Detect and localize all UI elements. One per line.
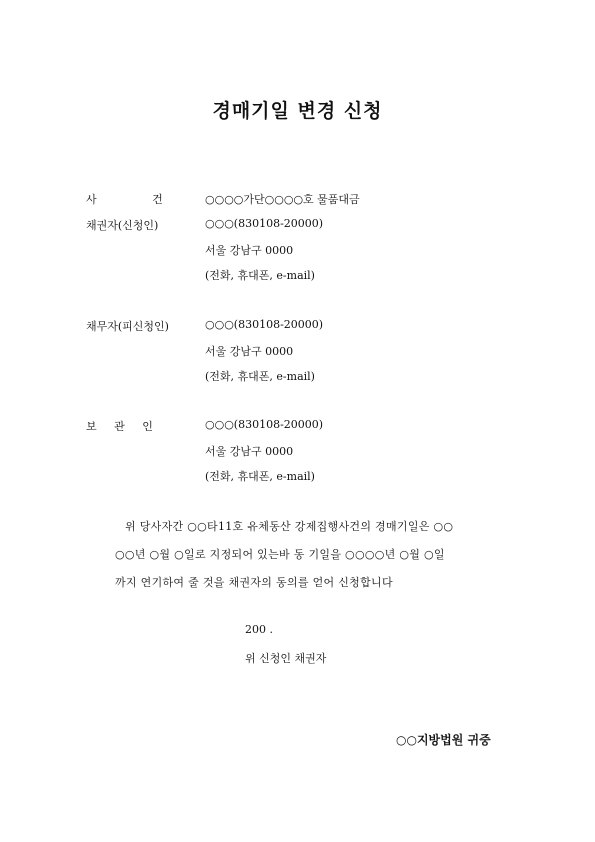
body-line-1: 위 당사자간 ○○타11호 유체동산 강제집행사건의 경매기일은 ○○ bbox=[125, 520, 454, 533]
debtor-contact: (전화, 휴대폰, e-mail) bbox=[205, 370, 315, 383]
creditor-name: ○○○(830108-20000) bbox=[205, 217, 324, 230]
guarantor-label: 보 관 인 bbox=[86, 420, 160, 433]
guarantor-name: ○○○(830108-20000) bbox=[205, 418, 324, 431]
creditor-label: 채권자(신청인) bbox=[86, 219, 159, 232]
signature-line: 위 신청인 채권자 bbox=[245, 652, 327, 665]
case-label: 사 건 bbox=[86, 193, 189, 206]
date-line: 200 . bbox=[245, 623, 273, 636]
court-addressee: ○○지방법원 귀중 bbox=[396, 733, 491, 747]
body-line-3: 까지 연기하여 줄 것을 채권자의 동의를 얻어 신청합니다 bbox=[115, 576, 393, 589]
case-value: ○○○○가단○○○○호 물품대금 bbox=[205, 193, 360, 206]
creditor-address: 서울 강남구 0000 bbox=[205, 244, 294, 257]
debtor-address: 서울 강남구 0000 bbox=[205, 345, 294, 358]
debtor-label: 채무자(피신청인) bbox=[86, 320, 169, 333]
body-line-2: ○○년 ○월 ○일로 지정되어 있는바 동 기일을 ○○○○년 ○월 ○일 bbox=[115, 548, 445, 561]
debtor-name: ○○○(830108-20000) bbox=[205, 318, 324, 331]
guarantor-contact: (전화, 휴대폰, e-mail) bbox=[205, 470, 315, 483]
guarantor-address: 서울 강남구 0000 bbox=[205, 445, 294, 458]
creditor-contact: (전화, 휴대폰, e-mail) bbox=[205, 269, 315, 282]
document-title: 경매기일 변경 신청 bbox=[212, 100, 383, 122]
